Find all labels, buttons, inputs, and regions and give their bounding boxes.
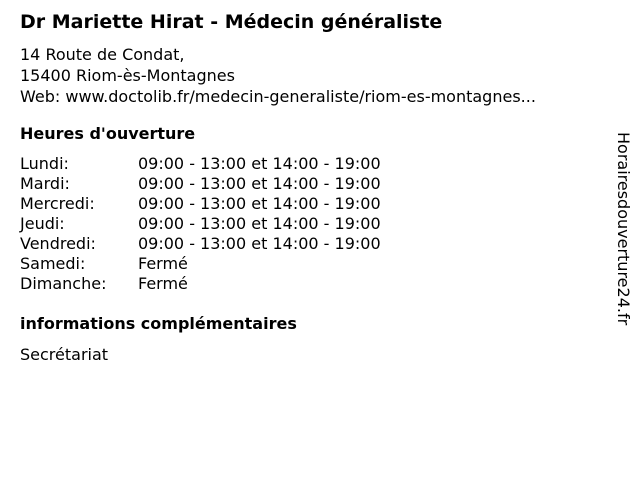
hours-value: 09:00 - 13:00 et 14:00 - 19:00 [138, 174, 381, 193]
day-label: Dimanche: [20, 274, 107, 293]
hours-row [20, 234, 381, 254]
hours-row [20, 194, 381, 214]
hours-value: Fermé [138, 274, 188, 293]
additional-info-text: Secrétariat [20, 345, 109, 364]
hours-value: 09:00 - 13:00 et 14:00 - 19:00 [138, 214, 381, 233]
website-link[interactable]: Web: www.doctolib.fr/medecin-generaliste/riom-es-montagnes... [20, 87, 536, 106]
hours-value: 09:00 - 13:00 et 14:00 - 19:00 [138, 194, 381, 213]
hours-value: 09:00 - 13:00 et 14:00 - 19:00 [138, 234, 381, 253]
hours-value: 09:00 - 13:00 et 14:00 - 19:00 [138, 154, 381, 173]
additional-info-heading: informations complémentaires [20, 314, 297, 333]
day-label: Mercredi: [20, 194, 95, 213]
hours-row [20, 154, 381, 174]
address-line-street: 14 Route de Condat, [20, 45, 185, 64]
opening-hours-heading: Heures d'ouverture [20, 124, 196, 143]
hours-row [20, 274, 381, 294]
hours-row [20, 214, 381, 234]
day-label: Vendredi: [20, 234, 96, 253]
day-label: Samedi: [20, 254, 86, 273]
opening-hours-table [20, 154, 381, 294]
day-label: Lundi: [20, 154, 69, 173]
hours-row [20, 174, 381, 194]
hours-row [20, 254, 381, 274]
hours-value: Fermé [138, 254, 188, 273]
day-label: Mardi: [20, 174, 70, 193]
day-label: Jeudi: [20, 214, 65, 233]
address-line-city: 15400 Riom-ès-Montagnes [20, 66, 235, 85]
address-block [20, 44, 536, 107]
site-watermark: Horairesdouverture24.fr [614, 132, 633, 326]
page-title: Dr Mariette Hirat - Médecin généraliste [20, 11, 443, 33]
